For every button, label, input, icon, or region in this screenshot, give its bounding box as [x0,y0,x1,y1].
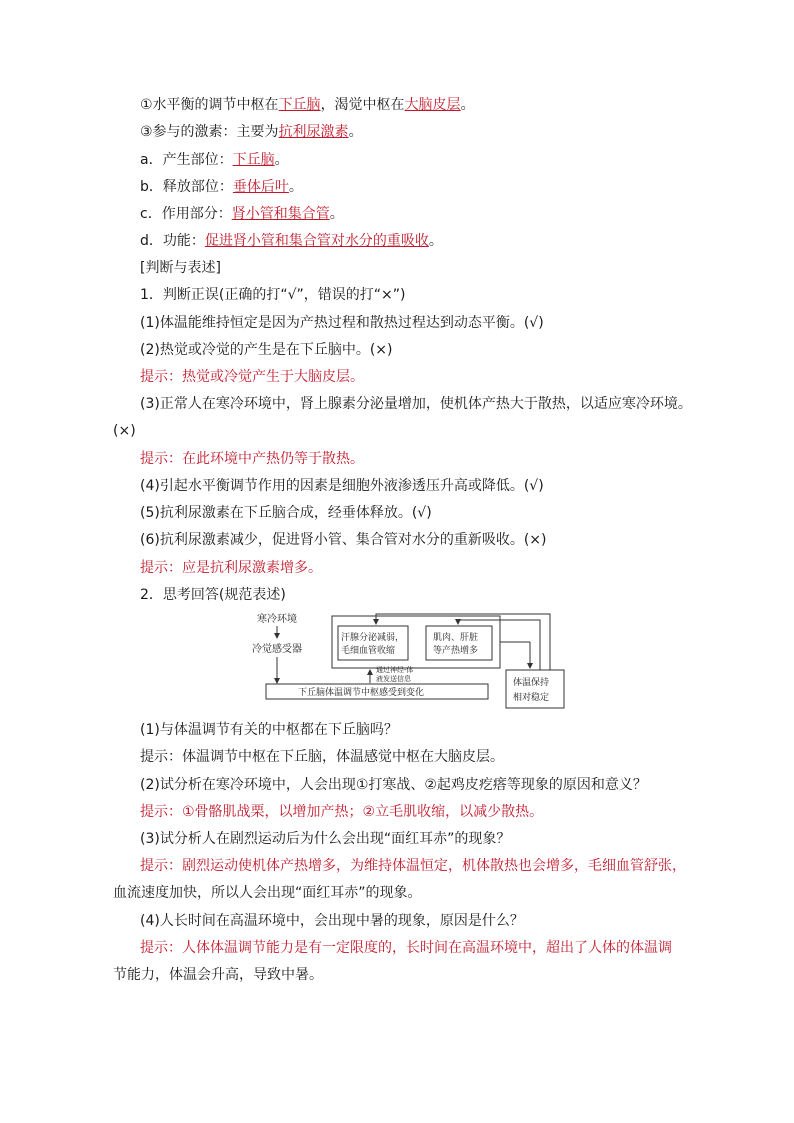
q1-item-6: (6)抗利尿激素减少，促进肾小管、集合管对水分的重新吸收。(×) [140,532,547,548]
q2-answer-4-cont: 节能力，体温会升高，导致中暑。 [113,967,323,983]
q2-sub-1: (1)与体温调节有关的中枢都在下丘脑吗？ [140,722,398,738]
feedback-line-inner [458,620,540,670]
box1-line1: 汗腺分泌减弱， [341,633,405,643]
answer-function: 促进肾小管和集合管对水分的重吸收 [204,233,429,249]
q1-item-5: (5)抗利尿激素在下丘脑合成，经垂体释放。(√) [140,505,432,521]
box1-line2: 毛细血管收缩 [341,646,396,656]
cold-receptor-label: 冷觉感受器 [252,644,302,655]
section-title: [判断与表述] [140,260,221,276]
answer-production-site: 下丘脑 [232,152,275,168]
thermoregulation-diagram [240,610,570,710]
q2-sub-3: (3)试分析人在剧烈运动后为什么会出现“面红耳赤”的现象？ [140,831,511,847]
q2-answer-4: 提示：人体体温调节能力是有一定限度的，长时间在高温环境中，超出了人体的体温调 [140,940,672,956]
hormone-line: ③参与的激素：主要为抗利尿激素。 [140,124,363,140]
answer-cerebral-cortex: 大脑皮层 [404,97,461,113]
signal-note-line1: 通过神经-体 [376,666,414,674]
answer-adh: 抗利尿激素 [278,124,349,140]
q1-title: 1．判断正误(正确的打“√”，错误的打“×”) [140,287,406,303]
box2-line1: 肌肉、肝脏 [433,633,479,643]
cold-environment-label: 寒冷环境 [257,614,297,625]
q2-answer-1: 提示：体温调节中枢在下丘脑，体温感觉中枢在大脑皮层。 [140,749,504,765]
q2-answer-3 [140,856,686,876]
q1-tip-2: 提示：热觉或冷觉产生于大脑皮层。 [140,369,364,385]
q1-item-3: (3)正常人在寒冷环境中，肾上腺素分泌量增加，使机体产热大于散热，以适应寒冷环境。 [140,396,692,412]
target-site-line: c．作用部分：肾小管和集合管。 [140,206,344,222]
function-line: d．功能：促进肾小管和集合管对水分的重吸收。 [140,233,443,249]
q1-item-1: (1)体温能维持恒定是因为产热过程和散热过程达到动态平衡。(√) [140,315,544,331]
q1-item-3-answer: (×) [113,423,136,439]
q2-answer-2: 提示：①骨骼肌战栗，以增加产热；②立毛肌收缩，以减少散热。 [140,804,544,820]
q2-title: 2．思考回答(规范表述) [140,587,286,603]
release-site-line: b．释放部位：垂体后叶。 [140,179,303,195]
q2-sub-2: (2)试分析在寒冷环境中，人会出现①打寒战、②起鸡皮疙瘩等现象的原因和意义？ [140,777,647,793]
tip-label: 提示：剧烈运动使机体产热增多，为维持体温恒定，机体散热也会增多，毛细血管舒张， [140,858,686,874]
answer-release-site: 垂体后叶 [232,179,289,195]
answer-hypothalamus: 下丘脑 [278,97,321,113]
water-balance-center-line: ①水平衡的调节中枢在下丘脑，渴觉中枢在大脑皮层。 [140,97,475,113]
center-label: 下丘脑体温调节中枢感受到变化 [298,688,425,698]
result-line1: 体温保持 [513,678,550,688]
production-site-line: a．产生部位：下丘脑。 [140,152,289,168]
answer-target-site: 肾小管和集合管 [231,206,330,222]
q1-tip-6: 提示：应是抗利尿激素增多。 [140,560,322,576]
result-line2: 相对稳定 [513,693,550,703]
q2-answer-3-cont: 血流速度加快，所以人会出现“面红耳赤”的现象。 [113,885,422,901]
q2-sub-4: (4)人长时间在高温环境中，会出现中暑的现象，原因是什么？ [140,913,524,929]
box2-line2: 等产热增多 [433,646,479,656]
signal-note-line2: 液发送信息 [376,675,411,683]
q1-item-4: (4)引起水平衡调节作用的因素是细胞外液渗透压升高或降低。(√) [140,478,544,494]
q1-tip-3: 提示：在此环境中产热仍等于散热。 [140,451,364,467]
q1-item-2: (2)热觉或冷觉的产生是在下丘脑中。(×) [140,342,393,358]
